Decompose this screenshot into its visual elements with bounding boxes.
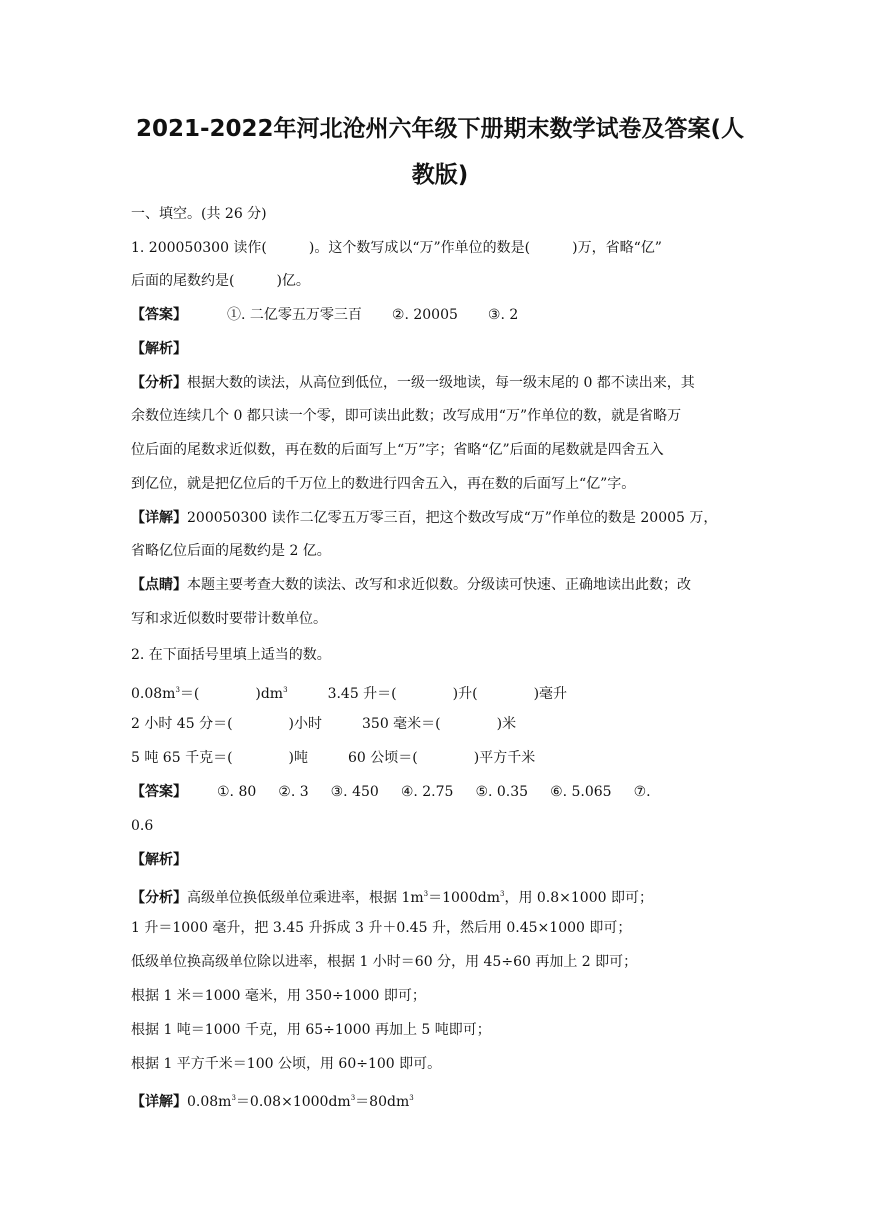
q2-fenxi-line5: 根据 1 吨＝1000 千克，用 65÷1000 再加上 5 吨即可；: [131, 1022, 491, 1038]
q2-row2-b: 350 毫米＝( )米: [362, 716, 517, 732]
q2-row1-b: 3.45 升＝( )升( )毫升: [327, 686, 568, 702]
q2-xiangjie-a: 0.08m: [187, 1094, 232, 1110]
document-title-line2: 教版): [411, 162, 469, 188]
q2-fenxi-line6: 根据 1 平方千米＝100 公顷，用 60÷100 即可。: [131, 1056, 442, 1072]
q2-row3-b: 60 公顷＝( )平方千米: [348, 750, 536, 766]
q2-answer-7: ⑦.: [633, 784, 651, 800]
q2-xiangjie-line1: 【详解】$0.08m^3=0.08\times 1000dm^3=80dm^3$: [131, 1094, 414, 1110]
analysis-tag: 【解析】: [131, 852, 187, 868]
q2-xiangjie-b: ＝0.08×1000dm: [235, 1094, 351, 1110]
q1-dianjing-line1: [131, 575, 741, 595]
q2-xiangjie-c: ＝80dm: [355, 1094, 410, 1110]
answer-tag: 【答案】: [131, 784, 187, 800]
q1-dianjing-line2: 写和求近似数时要带计数单位。: [131, 611, 327, 627]
q2-fenxi-text-a: 高级单位换低级单位乘进率，根据 1m: [187, 890, 424, 906]
q2-answer-1: ①. 80: [217, 784, 257, 800]
q2-row1-a: $0.08m^3=$( )$dm^3$: [131, 686, 288, 702]
q2-row2: [131, 714, 741, 734]
q2-row2-a: 2 小时 45 分＝( )小时: [131, 716, 322, 732]
q1-fenxi-text1: 根据大数的读法，从高位到低位，一级一级地读，每一级末尾的 0 都不读出来，其: [187, 375, 695, 391]
q2-answer-2: ②. 3: [278, 784, 309, 800]
q2-analysis-tag: [131, 850, 741, 870]
q1-answer-2: ②. 20005: [391, 307, 458, 323]
q2-row1: [131, 680, 741, 704]
q2-fenxi-line3: 低级单位换高级单位除以进率，根据 1 小时＝60 分，用 45÷60 再加上 2 即可；: [131, 954, 638, 970]
q1-answer-3: ③. 2: [487, 307, 519, 323]
q1-stem-line1: 1. 200050300 读作( )。这个数写成以“万”作单位的数是( )万，省略“亿”: [131, 240, 662, 256]
answer-tag: 【答案】: [131, 307, 187, 323]
q2-answer-5: ⑤. 0.35: [475, 784, 529, 800]
fenxi-tag: 【分析】: [131, 375, 187, 391]
q2-answer-6: ⑥. 5.065: [550, 784, 612, 800]
q2-answer-3: ③. 450: [330, 784, 379, 800]
q2-answer-4: ④. 2.75: [400, 784, 454, 800]
q1-xiangjie-text1: 200050300 读作二亿零五万零三百，把这个数改写成“万”作单位的数是 20005 万，: [187, 510, 718, 526]
q1-dianjing-text1: 本题主要考查大数的读法、改写和求近似数。分级读可快速、正确地读出此数；改: [187, 577, 691, 593]
xiangjie-tag: 【详解】: [131, 510, 187, 526]
q1-xiangjie-line2: 省略亿位后面的尾数约是 2 亿。: [131, 543, 331, 559]
q1-stem-line2: 后面的尾数约是( )亿。: [131, 273, 310, 289]
q2-row3: [131, 748, 741, 768]
q1-fenxi-line1: [131, 373, 741, 393]
q1-fenxi-line3: 位后面的尾数求近似数，再在数的后面写上“万”字；省略“亿”后面的尾数就是四舍五入: [131, 442, 664, 458]
document-title-line1: 2021-2022年河北沧州六年级下册期末数学试卷及答案(人: [135, 116, 745, 142]
q1-analysis-tag: [131, 339, 741, 359]
q2-fenxi-line2: 1 升＝1000 毫升，把 3.45 升拆成 3 升＋0.45 升，然后用 0.45×1000 即可；: [131, 920, 632, 936]
q1-answer-1: ①. 二亿零五万零三百: [227, 307, 362, 323]
q1-fenxi-line4: 到亿位，就是把亿位后的千万位上的数进行四舍五入，再在数的后面写上“亿”字。: [131, 476, 636, 492]
q2-answer-line: [131, 782, 741, 802]
analysis-tag: 【解析】: [131, 341, 187, 357]
dianjing-tag: 【点睛】: [131, 577, 187, 593]
q2-fenxi-text-b: ＝1000dm: [428, 890, 500, 906]
xiangjie-tag: 【详解】: [131, 1094, 187, 1110]
q2-fenxi-text-c: ，用 0.8×1000 即可；: [504, 890, 653, 906]
q1-xiangjie-line1: [131, 508, 741, 528]
q2-row3-a: 5 吨 65 千克＝( )吨: [131, 750, 308, 766]
q2-fenxi-line1: 【分析】高级单位换低级单位乘进率，根据 $1m^3=1000dm^3$，用 0.8×1000 即可；: [131, 890, 653, 906]
section-heading: 一、填空。(共 26 分): [131, 206, 267, 222]
fenxi-tag: 【分析】: [131, 890, 187, 906]
q1-answer-line: [131, 305, 741, 325]
q2-stem: 2. 在下面括号里填上适当的数。: [131, 647, 331, 663]
q1-fenxi-line2: 余数位连续几个 0 都只读一个零，即可读出此数；改写成用“万”作单位的数，就是省略万: [131, 408, 682, 424]
q2-fenxi-line4: 根据 1 米＝1000 毫米，用 350÷1000 即可；: [131, 988, 426, 1004]
q2-answer-wrap: 0.6: [131, 818, 154, 834]
